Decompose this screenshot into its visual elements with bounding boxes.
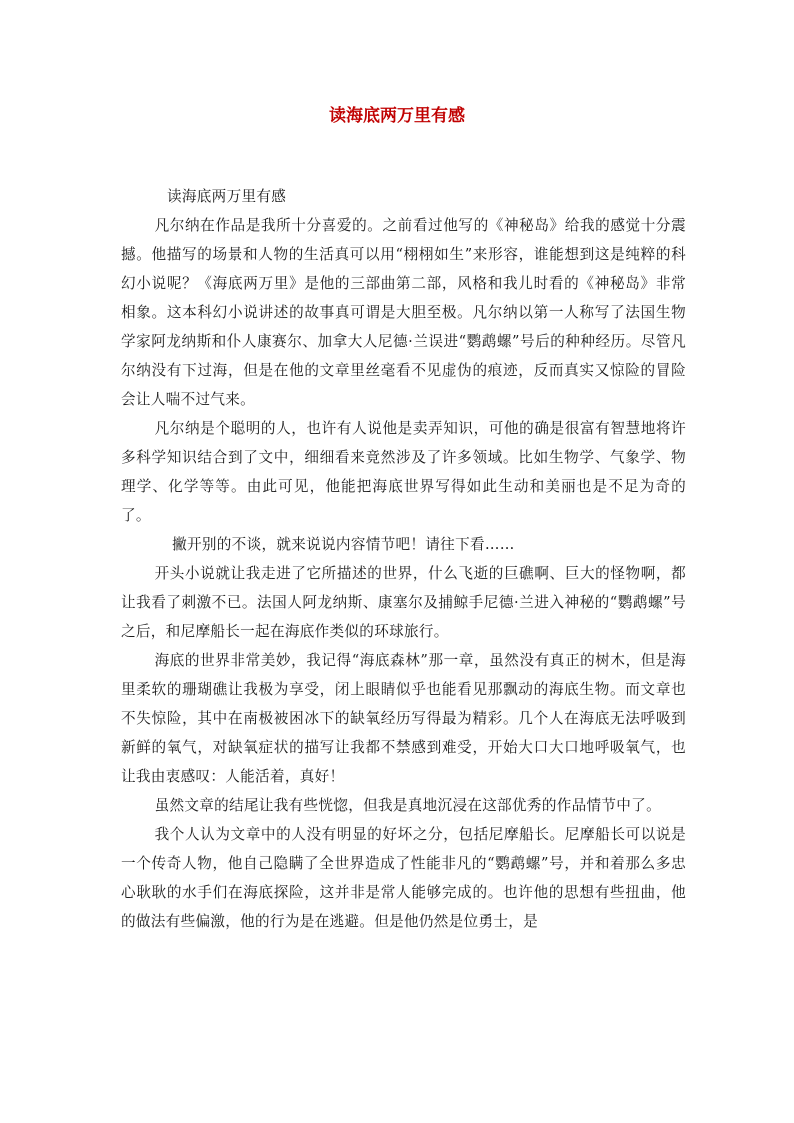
paragraph: 凡尔纳是个聪明的人，也许有人说他是卖弄知识，可他的确是很富有智慧地将许多科学知识结合到了文中，细细看来竟然涉及了许多领域。比如生物学、气象学、物理学、化学等等。由此可见，他能把海底世界写得如此生动和美丽也是不足为奇的了。 [121,420,686,524]
document-body [121,182,686,936]
paragraph: 我个人认为文章中的人没有明显的好坏之分，包括尼摩船长。尼摩船长可以说是一个传奇人物，他自己隐瞒了全世界造成了性能非凡的“鹦鹉螺”号，并和着那么多忠心耿耿的水手们在海底探险，这并非是常人能够完成的。也许他的思想有些扭曲，他的做法有些偏激，他的行为是在逃避。但是他仍然是位勇士，是 [121,826,686,930]
paragraph: 凡尔纳在作品是我所十分喜爱的。之前看过他写的《神秘岛》给我的感觉十分震撼。他描写的场景和人物的生活真可以用“栩栩如生”来形容，谁能想到这是纯粹的科幻小说呢？《海底两万里》是他的三部曲第二部，风格和我儿时看的《神秘岛》非常相象。这本科幻小说讲述的故事真可谓是大胆至极。凡尔纳以第一人称写了法国生物学家阿龙纳斯和仆人康赛尔、加拿大人尼德·兰误进“鹦鹉螺”号后的种种经历。尽管凡尔纳没有下过海，但是在他的文章里丝毫看不见虚伪的痕迹，反而真实又惊险的冒险会让人喘不过气来。 [121,217,686,408]
paragraph: 海底的世界非常美妙，我记得“海底森林”那一章，虽然没有真正的树木，但是海里柔软的珊瑚礁让我极为享受，闭上眼睛似乎也能看见那飘动的海底生物。而文章也不失惊险，其中在南极被困冰下的缺氧经历写得最为精彩。几个人在海底无法呼吸到新鲜的氧气，对缺氧症状的描写让我都不禁感到难受，开始大口大口地呼吸氧气，也让我由衷感叹：人能活着，真好！ [121,652,686,785]
paragraph: 撇开别的不谈，就来说说内容情节吧！请往下看…… [172,536,515,553]
document-subtitle: 读海底两万里有感 [167,188,287,205]
document-title: 读海底两万里有感 [329,106,465,126]
paragraph: 开头小说就让我走进了它所描述的世界，什么飞逝的巨礁啊、巨大的怪物啊，都让我看了刺激不已。法国人阿龙纳斯、康塞尔及捕鲸手尼德·兰进入神秘的“鹦鹉螺”号之后，和尼摩船长一起在海底作类似的环球旅行。 [121,565,686,640]
paragraph: 虽然文章的结尾让我有些恍惚，但我是真地沉浸在这部优秀的作品情节中了。 [154,797,661,814]
